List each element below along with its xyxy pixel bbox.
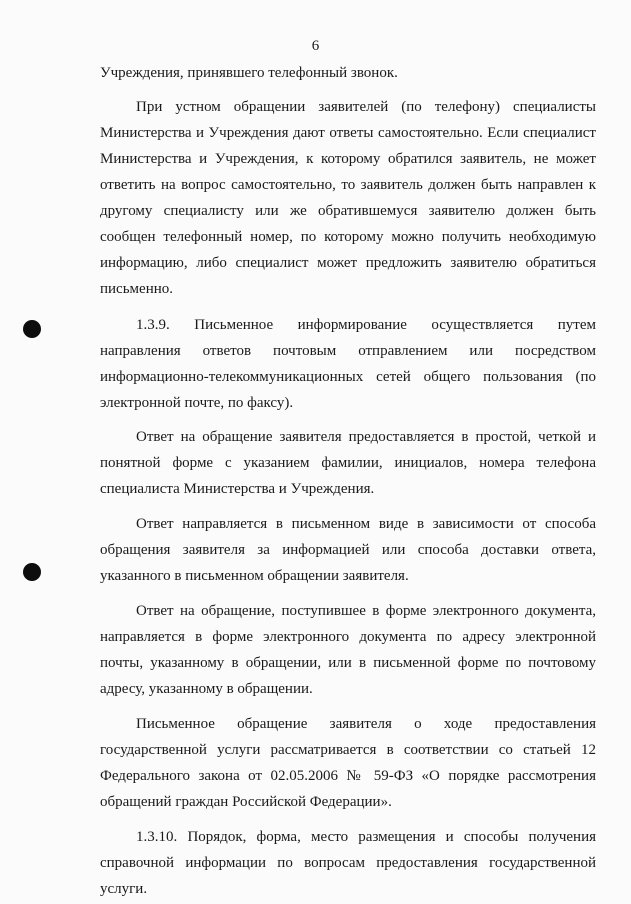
paragraph-answer-form: Ответ на обращение заявителя предоставляется в простой, четкой и понятной форме с указанием фамилии, инициалов, номера телефона специалиста Министерства и Учреждения. [100,429,596,497]
binder-hole-bottom [23,563,41,581]
paragraph-electronic-answer: Ответ на обращение, поступившее в форме электронного документа, направляется в форме электронного документа по адресу электронной почты, указанному в обращении, или в письменной форме по почтовому адресу, указанному в обращении. [100,603,596,697]
paragraph-phone-inquiry: При устном обращении заявителей (по телефону) специалисты Министерства и Учреждения дают ответы самостоятельно. Если специалист Министерства и Учреждения, к которому обратился заявитель, не может ответить на вопрос самостоятельно, то заявитель должен быть направлен к другому специалисту или же обратившемуся заявителю должен быть сообщен телефонный номер, по которому можно получить необходимую информацию, либо специалист может предложить заявителю обратиться письменно. [100,99,596,297]
binder-hole-top [23,320,41,338]
paragraph-answer-delivery: Ответ направляется в письменном виде в зависимости от способа обращения заявителя за информацией или способа доставки ответа, указанного в письменном обращении заявителя. [100,516,596,584]
paragraph-continuation: Учреждения, принявшего телефонный звонок. [100,65,398,81]
paragraph-1-3-10: 1.3.10. Порядок, форма, место размещения и способы получения справочной информации по вопросам предоставления государственной услуги. [100,829,596,897]
document-body [100,60,596,902]
page-number: 6 [311,38,320,54]
paragraph-1-3-9: 1.3.9. Письменное информирование осуществляется путем направления ответов почтовым отправлением или посредством информационно-телекоммуникационных сетей общего пользования (по электронной почте, по факсу). [100,317,596,411]
paragraph-written-request: Письменное обращение заявителя о ходе предоставления государственной услуги рассматривается в соответствии со статьей 12 Федерального закона от 02.05.2006 № 59-ФЗ «О порядке рассмотрения обращений граждан Российской Федерации». [100,716,596,810]
